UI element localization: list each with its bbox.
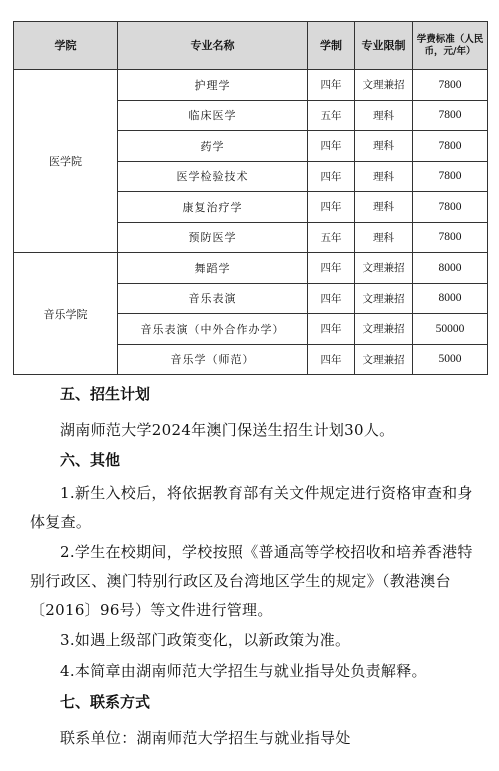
fee-cell: 7800 xyxy=(413,192,488,223)
track-cell: 理科 xyxy=(355,131,413,162)
other-item-3: 3.如遇上级部门政策变化，以新政策为准。 xyxy=(60,631,351,649)
major-cell: 药学 xyxy=(118,131,308,162)
track-cell: 理科 xyxy=(355,161,413,192)
duration-cell: 四年 xyxy=(308,253,355,284)
fee-cell: 7800 xyxy=(413,70,488,101)
track-cell: 文理兼招 xyxy=(355,283,413,314)
fee-cell: 8000 xyxy=(413,283,488,314)
major-cell: 舞蹈学 xyxy=(118,253,308,284)
major-cell: 医学检验技术 xyxy=(118,161,308,192)
track-cell: 文理兼招 xyxy=(355,314,413,345)
major-cell: 音乐表演 xyxy=(118,283,308,314)
duration-cell: 四年 xyxy=(308,161,355,192)
major-cell: 护理学 xyxy=(118,70,308,101)
track-cell: 文理兼招 xyxy=(355,253,413,284)
major-cell: 音乐表演（中外合作办学） xyxy=(118,314,308,345)
fee-cell: 7800 xyxy=(413,131,488,162)
fee-cell: 7800 xyxy=(413,100,488,131)
other-item-2: 2.学生在校期间，学校按照《普通高等学校招收和培养香港特别行政区、澳门特别行政区及台湾地区学生的规定》（教港澳台〔2016〕96号）等文件进行管理。 xyxy=(30,543,473,619)
table-row xyxy=(14,253,488,284)
other-item-4: 4.本简章由湖南师范大学招生与就业指导处负责解释。 xyxy=(60,662,427,680)
duration-cell: 四年 xyxy=(308,344,355,375)
section-heading-plan: 五、招生计划 xyxy=(60,385,151,403)
header-duration: 学制 xyxy=(308,22,355,70)
fee-cell: 5000 xyxy=(413,344,488,375)
fee-cell: 7800 xyxy=(413,222,488,253)
track-cell: 文理兼招 xyxy=(355,70,413,101)
duration-cell: 四年 xyxy=(308,314,355,345)
college-cell: 音乐学院 xyxy=(14,253,118,375)
duration-cell: 四年 xyxy=(308,131,355,162)
table-header-row xyxy=(14,22,488,70)
duration-cell: 五年 xyxy=(308,222,355,253)
track-cell: 理科 xyxy=(355,192,413,223)
header-college: 学院 xyxy=(14,22,118,70)
section-heading-other: 六、其他 xyxy=(60,451,121,469)
duration-cell: 四年 xyxy=(308,283,355,314)
fee-cell: 8000 xyxy=(413,253,488,284)
fee-cell: 50000 xyxy=(413,314,488,345)
duration-cell: 四年 xyxy=(308,192,355,223)
track-cell: 理科 xyxy=(355,222,413,253)
plan-paragraph: 湖南师范大学2024年澳门保送生招生计划30人。 xyxy=(60,421,395,439)
header-major: 专业名称 xyxy=(118,22,308,70)
major-cell: 预防医学 xyxy=(118,222,308,253)
table-row xyxy=(14,70,488,101)
duration-cell: 五年 xyxy=(308,100,355,131)
track-cell: 文理兼招 xyxy=(355,344,413,375)
header-track: 专业限制 xyxy=(355,22,413,70)
section-heading-contact: 七、联系方式 xyxy=(60,693,151,711)
major-cell: 音乐学（师范） xyxy=(118,344,308,375)
major-cell: 康复治疗学 xyxy=(118,192,308,223)
header-fee: 学费标准（人民币，元/年） xyxy=(413,22,488,70)
track-cell: 理科 xyxy=(355,100,413,131)
duration-cell: 四年 xyxy=(308,70,355,101)
tuition-table xyxy=(13,21,488,375)
major-cell: 临床医学 xyxy=(118,100,308,131)
other-item-1: 1.新生入校后，将依据教育部有关文件规定进行资格审查和身体复查。 xyxy=(30,484,473,531)
contact-unit: 联系单位：湖南师范大学招生与就业指导处 xyxy=(60,729,351,747)
fee-cell: 7800 xyxy=(413,161,488,192)
college-cell: 医学院 xyxy=(14,70,118,253)
